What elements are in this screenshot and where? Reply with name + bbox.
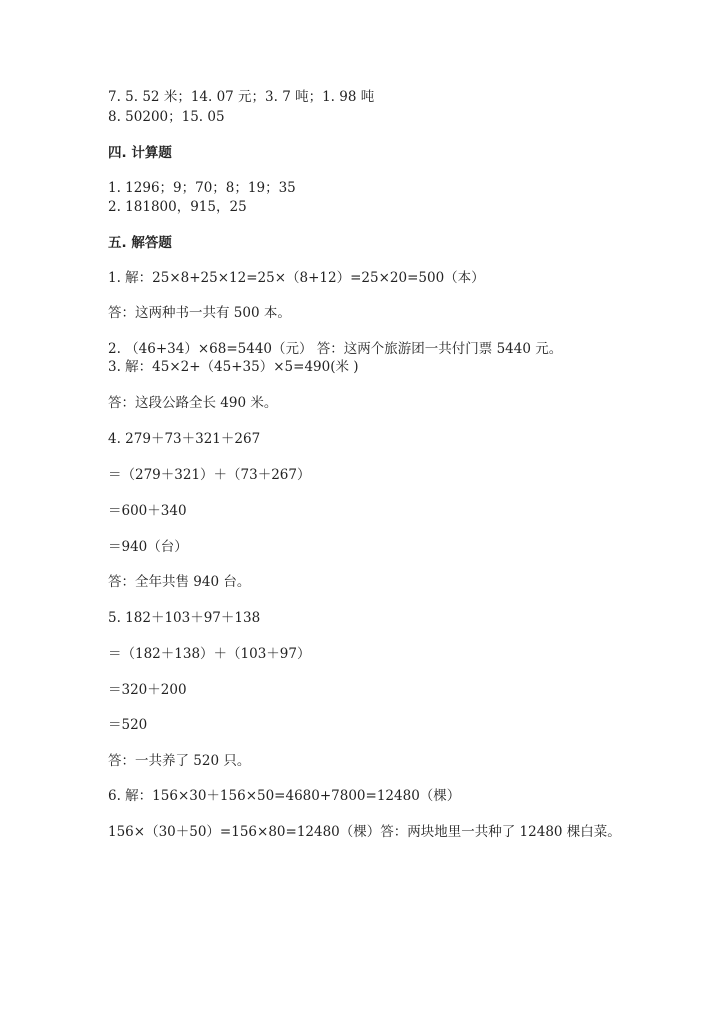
problem-4-step-2: ＝600＋340	[108, 503, 187, 519]
problem-5-result: ＝520	[108, 717, 148, 733]
problem-6-solution: 6. 解：156×30＋156×50=4680+7800=12480（棵）	[108, 788, 461, 804]
section-heading-calculation: 四. 计算题	[108, 145, 172, 161]
problem-4-answer: 答：全年共售 940 台。	[108, 574, 251, 590]
problem-3-answer: 答：这段公路全长 490 米。	[108, 395, 278, 411]
answer-8: 8. 50200；15. 05	[108, 109, 225, 125]
problem-5-step-2: ＝320＋200	[108, 682, 187, 698]
problem-6-alt-solution-and-answer: 156×（30＋50）=156×80=12480（棵）答：两块地里一共种了 12480 棵白菜。	[108, 824, 621, 840]
problem-4-step-1: ＝（279＋321）＋（73＋267）	[108, 467, 311, 483]
problem-5-answer: 答：一共养了 520 只。	[108, 753, 251, 769]
problem-2-solution: 2. （46+34）×68=5440（元） 答：这两个旅游团一共付门票 5440 元。	[108, 341, 563, 357]
calc-answer-2: 2. 181800，915，25	[108, 199, 247, 215]
answer-7: 7. 5. 52 米；14. 07 元；3. 7 吨；1. 98 吨	[108, 89, 375, 105]
problem-4-result: ＝940（台）	[108, 539, 188, 555]
problem-1-solution: 1. 解：25×8+25×12=25×（8+12）=25×20=500（本）	[108, 270, 485, 286]
section-heading-word-problems: 五. 解答题	[108, 235, 172, 251]
problem-5-step-1: ＝（182＋138）＋（103＋97）	[108, 646, 311, 662]
calc-answer-1: 1. 1296；9；70；8；19；35	[108, 180, 296, 196]
problem-1-answer: 答：这两种书一共有 500 本。	[108, 305, 291, 321]
problem-5-expression: 5. 182＋103＋97＋138	[108, 610, 261, 626]
problem-4-expression: 4. 279＋73＋321＋267	[108, 431, 261, 447]
problem-3-solution: 3. 解：45×2+（45+35）×5=490(米 )	[108, 359, 359, 375]
